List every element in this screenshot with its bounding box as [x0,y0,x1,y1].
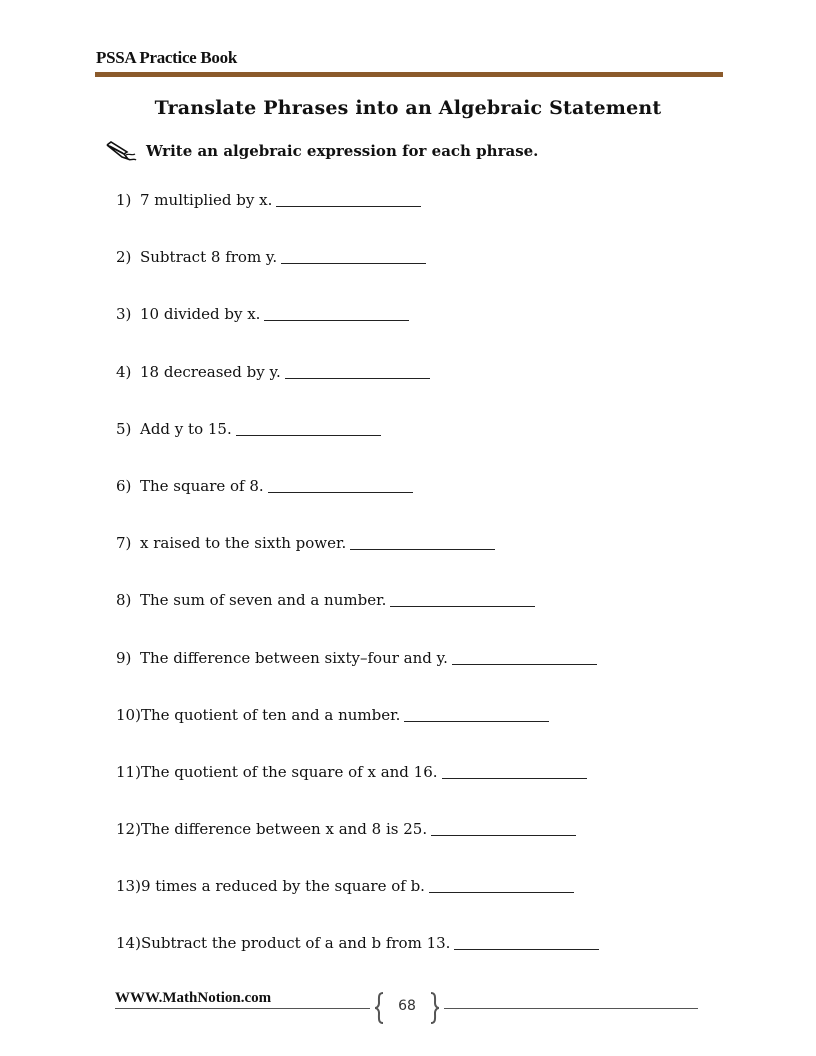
instruction [104,138,538,164]
answer-blank[interactable] [390,591,535,607]
question-text: The difference between x and 8 is 25. [140,820,428,839]
answer-blank[interactable] [452,649,597,665]
answer-blank[interactable] [236,420,381,436]
answer-blank[interactable] [404,706,549,722]
question-text: The sum of seven and a number. [140,591,387,610]
answer-blank[interactable] [281,248,426,264]
question-item [116,191,736,248]
answer-blank[interactable] [350,534,495,550]
book-title: PSSA Practice Book [96,48,237,67]
question-item [116,477,736,534]
question-text: Subtract the product of a and b from 13. [140,934,451,953]
footer-divider-right [444,1008,698,1009]
question-item [116,420,736,477]
question-number: 2) [116,248,132,267]
pencil-writing-icon [104,140,138,162]
question-item [116,877,736,934]
question-number: 9) [116,648,132,667]
header-divider [95,72,723,77]
question-item [116,305,736,362]
question-number: 6) [116,476,132,495]
answer-blank[interactable] [429,877,574,893]
question-text: 7 multiplied by x. [140,191,273,209]
question-number: 5) [116,419,132,438]
page-number-box [374,992,440,1024]
answer-blank[interactable] [276,191,421,207]
answer-blank[interactable] [264,305,409,321]
question-number: 10) [116,705,141,724]
question-number: 4) [116,362,132,381]
question-text: The difference between sixty–four and y. [140,648,448,667]
question-text: 9 times a reduced by the square of b. [140,877,425,896]
answer-blank[interactable] [454,934,599,950]
question-item [116,534,736,591]
question-text: x raised to the sixth power. [140,534,347,553]
question-list [116,191,736,992]
question-text: Add y to 15. [140,419,232,438]
question-item [116,706,736,763]
footer-website: WWW.MathNotion.com [115,990,272,1006]
question-item [116,934,736,991]
question-text: The square of 8. [140,476,264,495]
answer-blank[interactable] [285,363,430,379]
question-item [116,649,736,706]
page-title: Translate Phrases into an Algebraic Statement [154,97,662,119]
question-number: 8) [116,591,132,610]
question-item [116,591,736,648]
question-text: The quotient of ten and a number. [140,705,401,724]
question-item [116,763,736,820]
question-number: 13) [116,877,141,896]
right-bracket-icon [430,992,440,1024]
question-number: 7) [116,534,132,553]
question-number: 14) [116,934,141,953]
question-text: Subtract 8 from y. [140,248,278,267]
question-number: 11) [116,762,141,781]
answer-blank[interactable] [431,820,576,836]
answer-blank[interactable] [268,477,413,493]
question-number: 1) [116,191,132,209]
footer-divider-left [115,1008,370,1009]
instruction-text: Write an algebraic expression for each phrase. [146,142,539,160]
question-text: 10 divided by x. [140,305,261,324]
question-text: The quotient of the square of x and 16. [140,762,438,781]
question-item [116,363,736,420]
question-number: 3) [116,305,132,324]
question-item [116,248,736,305]
question-number: 12) [116,820,141,839]
question-text: 18 decreased by y. [140,362,281,381]
answer-blank[interactable] [442,763,587,779]
question-item [116,820,736,877]
page-number: 68 [398,998,416,1014]
